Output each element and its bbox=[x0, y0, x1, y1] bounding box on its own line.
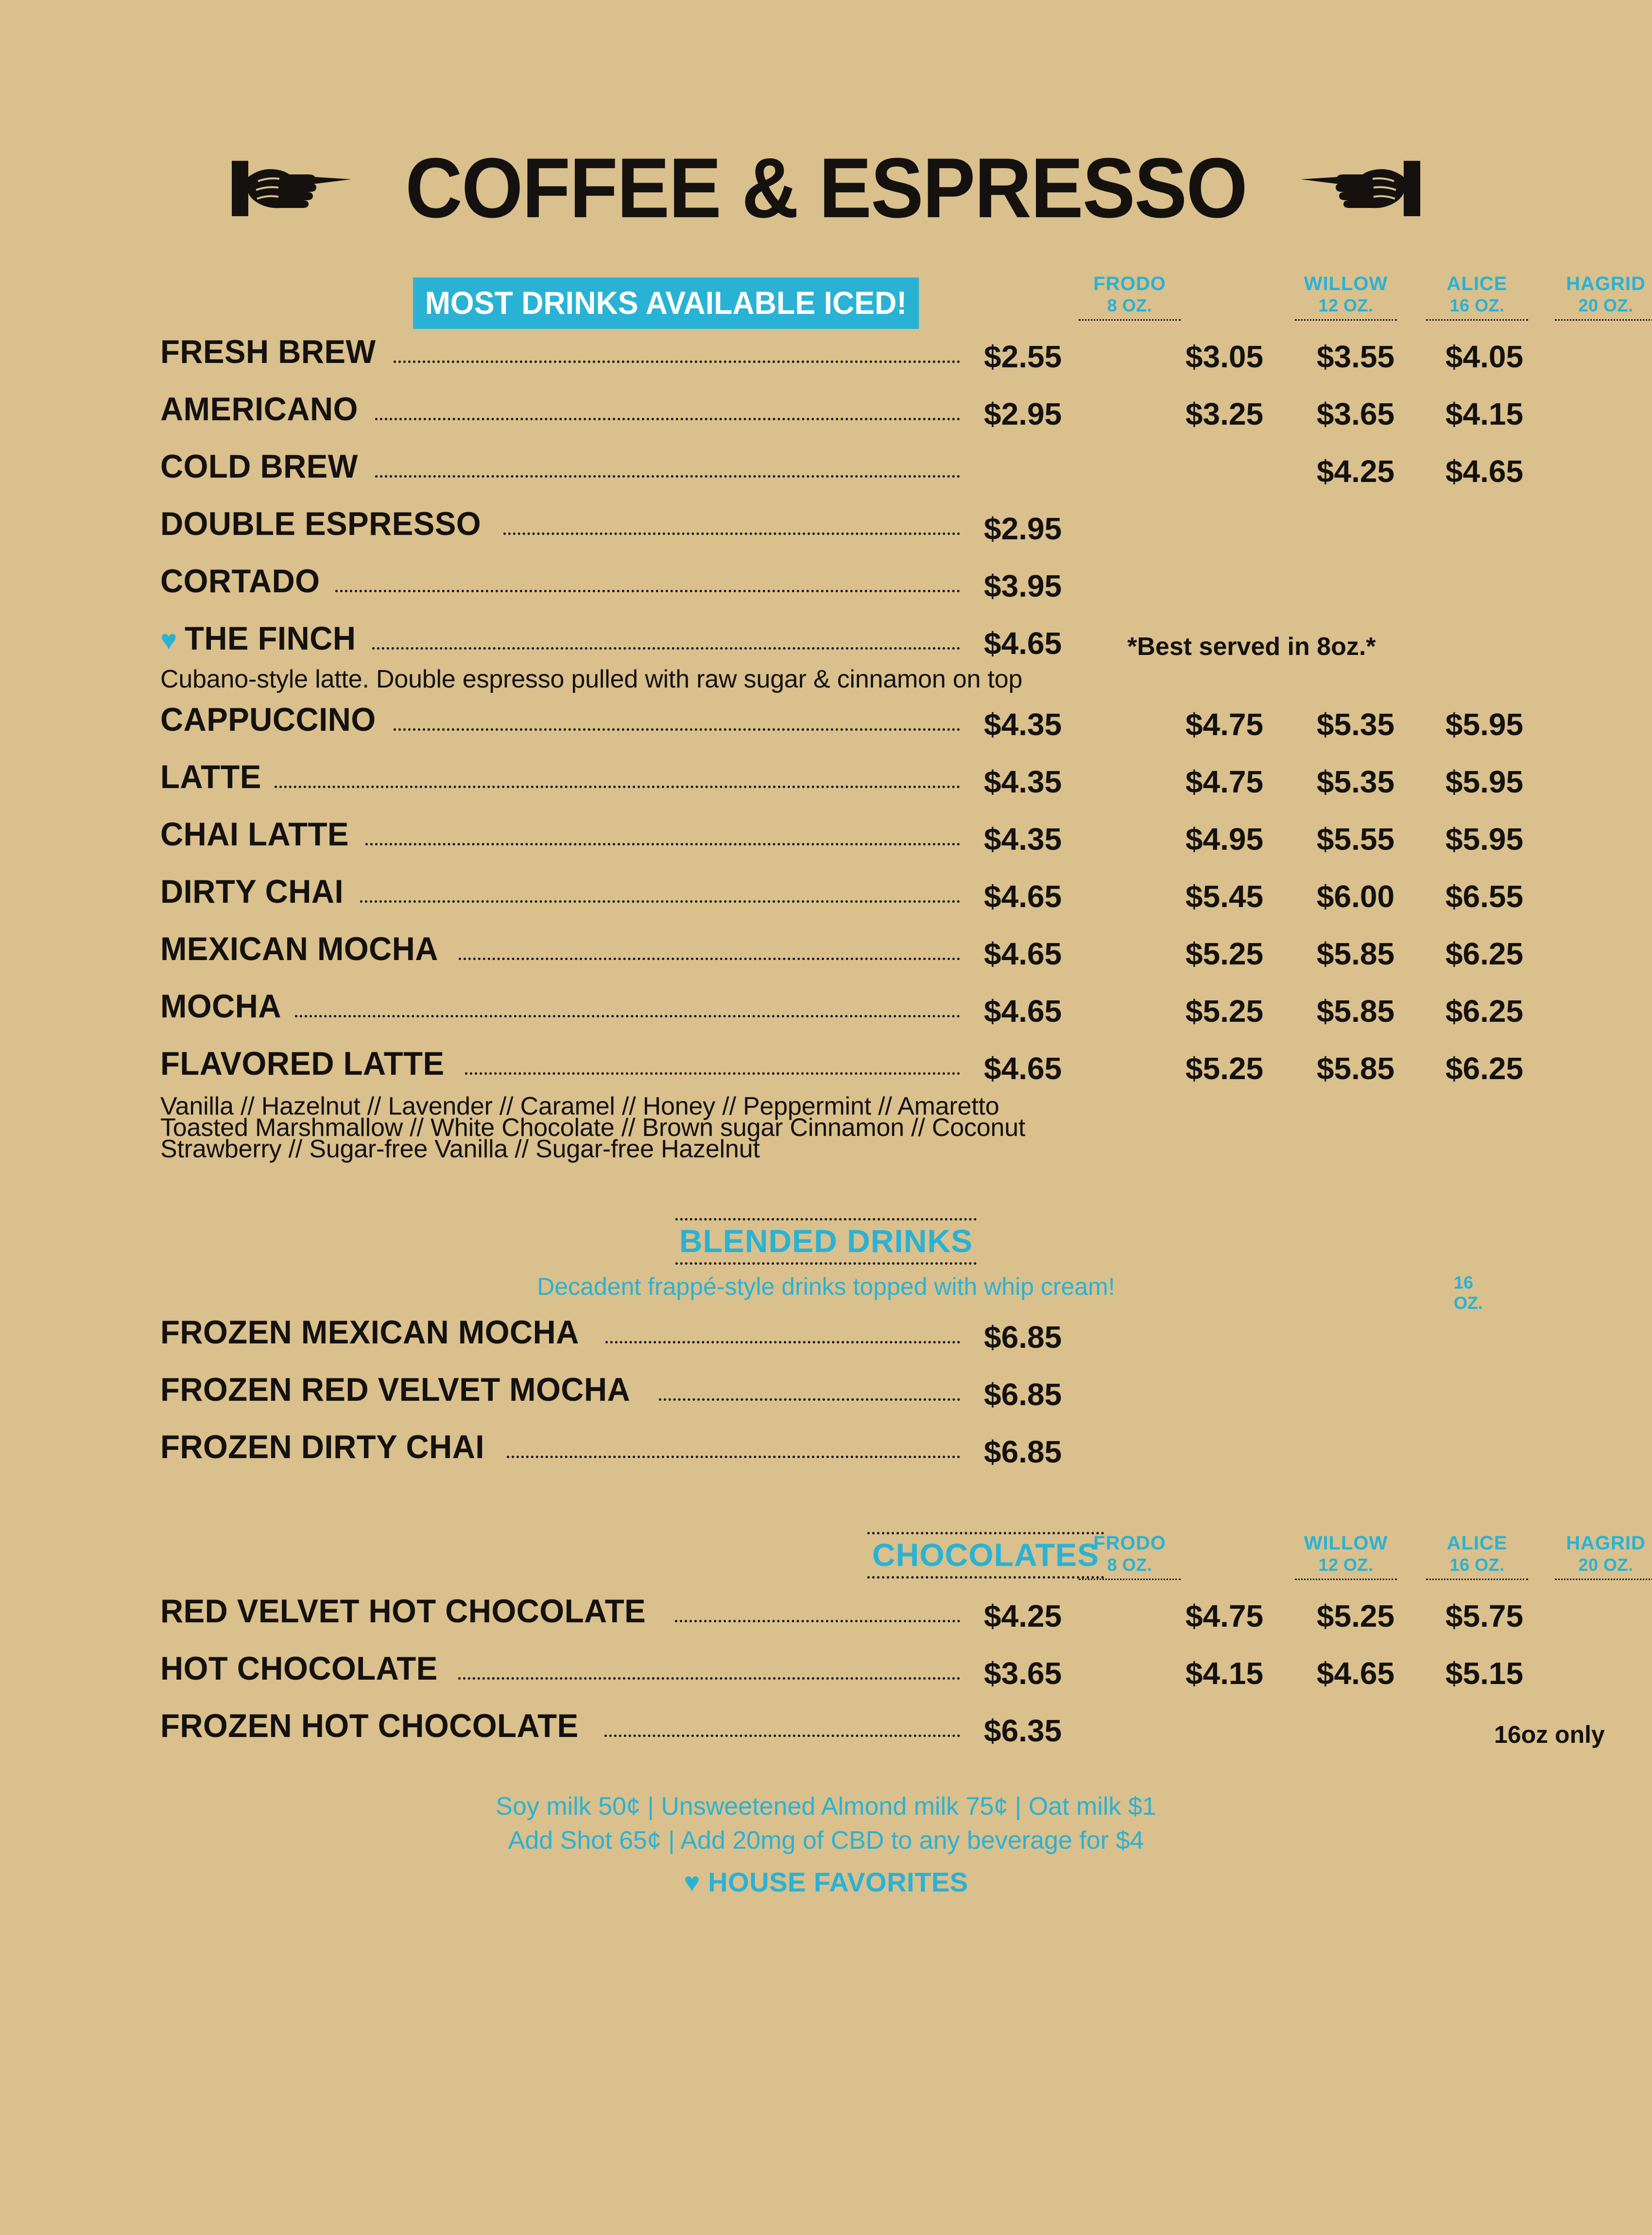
price-willow: $4.75 bbox=[1185, 1599, 1264, 1634]
size-name: ALICE bbox=[1446, 1532, 1508, 1554]
price-16oz: $6.85 bbox=[984, 1377, 1062, 1412]
size-header-willow-chocolates bbox=[1295, 1532, 1397, 1580]
leader-dots bbox=[465, 1072, 960, 1075]
size-oz: 20 OZ. bbox=[1578, 295, 1634, 316]
item-name: THE FINCH bbox=[185, 620, 356, 657]
leader-dots bbox=[295, 1015, 960, 1017]
price-alice: $5.35 bbox=[1316, 764, 1395, 800]
price-hagrid: $5.95 bbox=[1445, 707, 1524, 742]
price-group bbox=[967, 1051, 1524, 1086]
section-heading-chocolates: CHOCOLATES bbox=[867, 1532, 1104, 1579]
leader-dots bbox=[458, 1677, 960, 1680]
leader-dots bbox=[459, 958, 960, 960]
item-name: FROZEN DIRTY CHAI bbox=[160, 1428, 485, 1466]
price-alice: $5.35 bbox=[1316, 707, 1395, 742]
chocolates-section bbox=[160, 1532, 1646, 1764]
price-alice: $3.65 bbox=[1316, 396, 1395, 431]
heart-icon: ♥ bbox=[160, 624, 177, 656]
price-group bbox=[967, 454, 1524, 489]
price-frodo: $6.35 bbox=[984, 1713, 1062, 1749]
menu-item-mexican-mocha bbox=[160, 930, 1524, 987]
price-willow: $4.75 bbox=[1185, 707, 1264, 742]
price-hagrid: $4.65 bbox=[1445, 454, 1524, 489]
price-hagrid: $4.05 bbox=[1445, 339, 1524, 374]
price-alice: $6.00 bbox=[1316, 879, 1395, 914]
price-frodo: $2.55 bbox=[984, 339, 1062, 374]
blended-section bbox=[160, 1218, 1492, 1485]
leader-dots bbox=[507, 1456, 960, 1458]
item-name: DOUBLE ESPRESSO bbox=[160, 505, 482, 542]
flavor-list-line-3: Strawberry // Sugar-free Vanilla // Sugar-free Hazelnut bbox=[160, 1135, 760, 1163]
menu-header bbox=[160, 0, 1492, 236]
leader-dots bbox=[394, 728, 960, 731]
item-name: RED VELVET HOT CHOCOLATE bbox=[160, 1593, 646, 1630]
menu-footer bbox=[160, 1789, 1492, 1900]
menu-item-cappuccino bbox=[160, 701, 1524, 758]
house-favorites-label: HOUSE FAVORITES bbox=[708, 1866, 968, 1897]
price-frodo: $3.95 bbox=[984, 568, 1062, 603]
divider bbox=[1079, 319, 1181, 321]
item-name: FROZEN RED VELVET MOCHA bbox=[160, 1371, 631, 1409]
section-heading-text: BLENDED DRINKS bbox=[675, 1218, 977, 1265]
footer-line-2: Add Shot 65¢ | Add 20mg of CBD to any beverage for $4 bbox=[508, 1826, 1144, 1855]
item-name: FROZEN HOT CHOCOLATE bbox=[160, 1707, 579, 1745]
item-note: *Best served in 8oz.* bbox=[1127, 633, 1376, 661]
price-frodo: $4.35 bbox=[984, 822, 1062, 857]
price-alice: $5.85 bbox=[1316, 1051, 1395, 1086]
flavor-list-line-2: Toasted Marshmallow // White Chocolate // Brown sugar Cinnamon // Coconut bbox=[160, 1114, 1026, 1142]
size-header-alice-chocolates bbox=[1426, 1532, 1528, 1580]
size-oz: 8 OZ. bbox=[1107, 1555, 1153, 1575]
price-group bbox=[967, 707, 1524, 742]
price-alice: $3.55 bbox=[1316, 339, 1395, 374]
size-name: HAGRID bbox=[1566, 1532, 1646, 1554]
item-name: FLAVORED LATTE bbox=[160, 1045, 445, 1083]
menu-item-fresh-brew bbox=[160, 333, 1524, 390]
menu-item-dirty-chai bbox=[160, 873, 1524, 930]
price-frodo: $2.95 bbox=[984, 511, 1062, 546]
leader-dots bbox=[275, 786, 960, 788]
menu-item-americano bbox=[160, 390, 1524, 447]
size-oz: 8 OZ. bbox=[1107, 295, 1153, 316]
price-frodo: $4.65 bbox=[984, 1051, 1062, 1086]
menu-item-cold-brew bbox=[160, 447, 1524, 505]
price-frodo: $4.65 bbox=[984, 626, 1062, 661]
item-note: 16oz only bbox=[1494, 1721, 1605, 1749]
price-group bbox=[967, 1713, 1605, 1749]
menu-item-frozen-red-velvet-mocha bbox=[160, 1371, 1492, 1428]
flavor-list-line-1: Vanilla // Hazelnut // Lavender // Caramel // Honey // Peppermint // Amaretto bbox=[160, 1092, 999, 1121]
item-name: COLD BREW bbox=[160, 448, 358, 485]
leader-dots bbox=[394, 361, 960, 363]
price-hagrid: $6.25 bbox=[1445, 936, 1524, 972]
leader-dots bbox=[335, 590, 960, 592]
item-name: LATTE bbox=[160, 758, 261, 796]
price-group bbox=[967, 1377, 1492, 1412]
size-name: FRODO bbox=[1093, 273, 1166, 294]
price-frodo: $4.35 bbox=[984, 707, 1062, 742]
price-hagrid: $5.95 bbox=[1445, 764, 1524, 800]
coffee-section bbox=[160, 333, 1524, 1166]
price-16oz: $6.85 bbox=[984, 1320, 1062, 1355]
price-willow: $4.75 bbox=[1185, 764, 1264, 800]
price-alice: $5.25 bbox=[1316, 1599, 1395, 1634]
price-group bbox=[967, 1656, 1524, 1691]
size-name: WILLOW bbox=[1304, 1532, 1388, 1554]
divider bbox=[1426, 1579, 1528, 1580]
iced-banner: MOST DRINKS AVAILABLE ICED! bbox=[413, 277, 919, 329]
price-frodo: $4.65 bbox=[984, 994, 1062, 1029]
price-hagrid: $4.15 bbox=[1445, 396, 1524, 431]
price-frodo: $3.65 bbox=[984, 1656, 1062, 1691]
item-name: MOCHA bbox=[160, 988, 281, 1025]
item-name: FRESH BREW bbox=[160, 333, 376, 370]
size-header-alice bbox=[1426, 273, 1528, 321]
size-name: WILLOW bbox=[1304, 273, 1388, 294]
divider bbox=[1555, 319, 1652, 321]
divider bbox=[1079, 1579, 1181, 1580]
price-group bbox=[967, 511, 1492, 546]
heart-icon: ♥ bbox=[684, 1866, 701, 1897]
price-alice: $5.85 bbox=[1316, 936, 1395, 972]
size-header-willow bbox=[1295, 273, 1397, 321]
size-header-frodo bbox=[1079, 273, 1181, 321]
price-alice: $5.55 bbox=[1316, 822, 1395, 857]
price-willow: $5.25 bbox=[1185, 936, 1264, 972]
leader-dots bbox=[675, 1620, 960, 1622]
item-name: AMERICANO bbox=[160, 391, 358, 428]
house-favorites-legend bbox=[160, 1864, 1492, 1901]
footer-line-1: Soy milk 50¢ | Unsweetened Almond milk 75¢ | Oat milk $1 bbox=[496, 1792, 1156, 1821]
menu-item-red-velvet-hot-chocolate bbox=[160, 1592, 1524, 1650]
price-hagrid: $5.75 bbox=[1445, 1599, 1524, 1634]
menu-item-frozen-dirty-chai bbox=[160, 1428, 1492, 1485]
size-header-hagrid-chocolates bbox=[1555, 1532, 1652, 1580]
size-name: FRODO bbox=[1093, 1532, 1166, 1554]
price-hagrid: $6.25 bbox=[1445, 1051, 1524, 1086]
price-willow: $5.25 bbox=[1185, 1051, 1264, 1086]
price-frodo: $4.25 bbox=[984, 1599, 1062, 1634]
price-willow: $3.25 bbox=[1185, 396, 1264, 431]
leader-dots bbox=[360, 900, 960, 903]
divider bbox=[1295, 1579, 1397, 1580]
divider bbox=[1555, 1579, 1652, 1580]
price-frodo: $4.65 bbox=[984, 879, 1062, 914]
item-name: MEXICAN MOCHA bbox=[160, 930, 438, 968]
item-name: FROZEN MEXICAN MOCHA bbox=[160, 1314, 579, 1351]
size-header-frodo-chocolates bbox=[1079, 1532, 1181, 1580]
blended-subnote: Decadent frappé-style drinks topped with whip cream! bbox=[537, 1273, 1115, 1301]
price-willow: $4.15 bbox=[1185, 1656, 1264, 1691]
menu-item-frozen-hot-chocolate bbox=[160, 1707, 1605, 1764]
leader-dots bbox=[604, 1735, 960, 1737]
leader-dots bbox=[659, 1398, 960, 1401]
size-oz: 20 OZ. bbox=[1578, 1555, 1634, 1575]
size-header-hagrid bbox=[1555, 273, 1652, 321]
price-hagrid: $5.95 bbox=[1445, 822, 1524, 857]
menu-item-latte bbox=[160, 758, 1524, 815]
menu-item-chai-latte bbox=[160, 815, 1524, 873]
item-name: DIRTY CHAI bbox=[160, 873, 344, 911]
size-oz: 12 OZ. bbox=[1318, 1555, 1374, 1575]
page-title: COFFEE & ESPRESSO bbox=[405, 141, 1247, 236]
price-group bbox=[967, 626, 1492, 661]
blended-size-label: 16 OZ. bbox=[1454, 1272, 1483, 1313]
price-16oz: $6.85 bbox=[984, 1434, 1062, 1470]
item-name: CHAI LATTE bbox=[160, 816, 349, 853]
price-alice: $5.85 bbox=[1316, 994, 1395, 1029]
menu-item-hot-chocolate bbox=[160, 1650, 1524, 1707]
price-hagrid: $6.55 bbox=[1445, 879, 1524, 914]
price-group bbox=[967, 339, 1524, 374]
price-group bbox=[967, 879, 1524, 914]
price-alice: $4.65 bbox=[1316, 1656, 1395, 1691]
leader-dots bbox=[365, 843, 960, 845]
menu-item-double-espresso bbox=[160, 505, 1492, 562]
price-frodo: $4.65 bbox=[984, 936, 1062, 972]
menu-item-frozen-mexican-mocha bbox=[160, 1313, 1492, 1371]
iced-banner-row bbox=[160, 273, 1646, 331]
price-frodo: $4.35 bbox=[984, 764, 1062, 800]
size-name: HAGRID bbox=[1566, 273, 1646, 294]
size-name: ALICE bbox=[1446, 273, 1508, 294]
size-oz: 16 OZ. bbox=[1449, 1555, 1505, 1575]
size-oz: 16 OZ. bbox=[1449, 295, 1505, 316]
leader-dots bbox=[375, 418, 960, 420]
section-heading-blended bbox=[160, 1218, 1492, 1265]
leader-dots bbox=[372, 647, 960, 650]
price-willow: $4.95 bbox=[1185, 822, 1264, 857]
price-willow: $3.05 bbox=[1185, 339, 1264, 374]
menu-item-mocha bbox=[160, 987, 1524, 1045]
menu-item-cortado bbox=[160, 562, 1492, 619]
pointing-hand-right-icon bbox=[231, 152, 357, 225]
price-willow: $5.25 bbox=[1185, 994, 1264, 1029]
price-frodo: $2.95 bbox=[984, 396, 1062, 431]
item-name: CORTADO bbox=[160, 563, 320, 600]
price-hagrid: $6.25 bbox=[1445, 994, 1524, 1029]
leader-dots bbox=[605, 1341, 960, 1343]
size-oz: 12 OZ. bbox=[1318, 295, 1374, 316]
pointing-hand-left-icon bbox=[1295, 152, 1421, 225]
item-name: HOT CHOCOLATE bbox=[160, 1650, 438, 1687]
leader-dots bbox=[503, 533, 960, 535]
item-description-the-finch: Cubano-style latte. Double espresso pulled with raw sugar & cinnamon on top bbox=[160, 665, 1023, 693]
price-alice: $4.25 bbox=[1316, 454, 1395, 489]
price-willow: $5.45 bbox=[1185, 879, 1264, 914]
divider bbox=[1295, 319, 1397, 321]
leader-dots bbox=[375, 475, 960, 478]
item-name: CAPPUCCINO bbox=[160, 701, 376, 739]
divider bbox=[1426, 319, 1528, 321]
price-hagrid: $5.15 bbox=[1445, 1656, 1524, 1691]
